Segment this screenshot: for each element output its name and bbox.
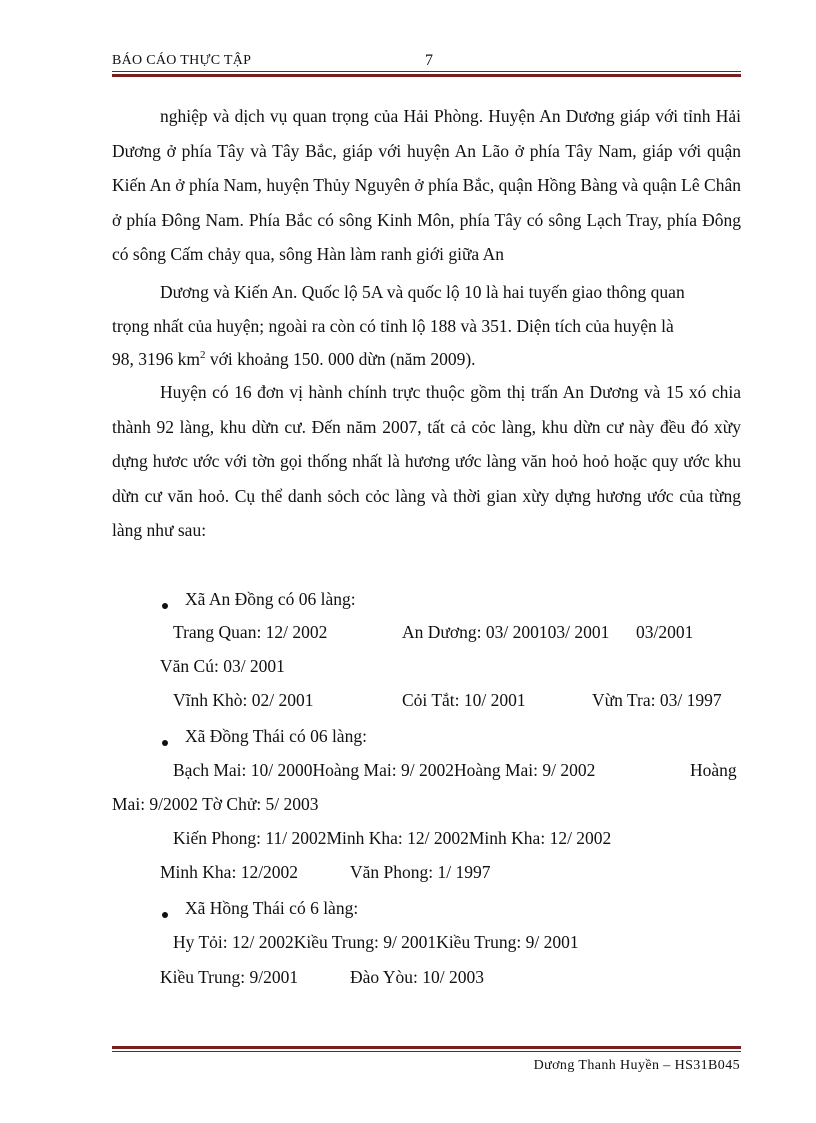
village-entry: Văn Phong: 1/ 1997 — [350, 862, 491, 882]
paragraph-3: Huyện có 16 đơn vị hành chính trực thuộc gồm thị trấn An Dương và 15 xó chia thành 92 làng, khu dừn cư. Đến năm 2007, tất cả cỏc làng, khu dừn cư này đều đó xừy dựng hươc ước với tờn gọi thống nhất là hương ước làng văn hoỏ hoỏ hoặc quy ước khu dừn cư văn hoỏ. Cụ thể danh sỏch cỏc làng và thời gian xừy dựng hương ước của từng làng như sau: — [112, 382, 741, 540]
commune-heading: Xã An Đồng có 06 làng: — [185, 589, 356, 609]
village-entry: Văn Cú: 03/ 2001 — [160, 656, 285, 676]
page-number: 7 — [425, 52, 433, 69]
footer-rule-thick — [112, 1046, 741, 1049]
header-rule-thick — [112, 74, 741, 77]
report-header-title: BÁO CÁO THỰC TẬP — [112, 53, 252, 68]
area-value: 98, 3196 km — [112, 349, 200, 369]
header-rule-thin — [112, 71, 741, 72]
village-entry: 03/2001 — [636, 622, 694, 642]
village-entry: Vừn Tra: 03/ 1997 — [592, 690, 722, 710]
village-entry: Minh Kha: 12/2002 — [160, 862, 299, 882]
village-entry: Hy Tỏi: 12/ 2002Kiều Trung: 9/ 2001Kiều Trung: 9/ 2001 — [173, 932, 579, 952]
village-entry: Cỏi Tắt: 10/ 2001 — [402, 690, 526, 710]
paragraph-2-line-1: Dương và Kiến An. Quốc lộ 5A và quốc lộ 10 là hai tuyến giao thông quan — [160, 282, 685, 302]
bullet-icon — [162, 740, 168, 746]
footer-rule-thin — [112, 1051, 741, 1052]
village-entry: Trang Quan: 12/ 2002 — [173, 622, 328, 642]
village-entry: Bạch Mai: 10/ 2000Hoàng Mai: 9/ 2002Hoàng Mai: 9/ 2002 — [173, 760, 596, 780]
paragraph-2-line-2: trọng nhất của huyện; ngoài ra còn có tỉnh lộ 188 và 351. Diện tích của huyện là — [112, 316, 674, 336]
paragraph-1: nghiệp và dịch vụ quan trọng của Hải Phòng. Huyện An Dương giáp với tỉnh Hải Dương ở phía Tây và Tây Bắc, giáp với huyện An Lão ở phía Tây Nam, giáp với quận Kiến An ở phía Nam, huyện Thủy Nguyên ở phía Bắc, quận Hồng Bàng và quận Lê Chân ở phía Đông Nam. Phía Bắc có sông Kinh Môn, phía Tây có sông Lạch Tray, phía Đông có sông Cấm chảy qua, sông Hàn làm ranh giới giữa An — [112, 106, 741, 264]
bullet-icon — [162, 603, 168, 609]
village-entry: Kiến Phong: 11/ 2002Minh Kha: 12/ 2002Minh Kha: 12/ 2002 — [173, 828, 612, 848]
paragraph-2-line-3 — [112, 349, 476, 370]
village-entry: Vĩnh Khò: 02/ 2001 — [173, 690, 314, 710]
commune-heading: Xã Hồng Thái có 6 làng: — [185, 898, 359, 918]
population-text: với khoảng 150. 000 dừn (năm 2009). — [205, 349, 476, 369]
area-unit-superscript: 2 — [200, 349, 206, 362]
footer-author: Dương Thanh Huyền – HS31B045 — [533, 1058, 740, 1073]
village-entry: Kiều Trung: 9/2001 — [160, 967, 299, 987]
village-entry: Hoàng — [690, 760, 737, 780]
commune-heading: Xã Đồng Thái có 06 làng: — [185, 726, 367, 746]
village-entry: Mai: 9/2002 Tờ Chử: 5/ 2003 — [112, 794, 319, 814]
village-entry: An Dương: 03/ 200103/ 2001 — [402, 622, 610, 642]
bullet-icon — [162, 912, 168, 918]
village-entry: Đào Yòu: 10/ 2003 — [350, 967, 484, 987]
